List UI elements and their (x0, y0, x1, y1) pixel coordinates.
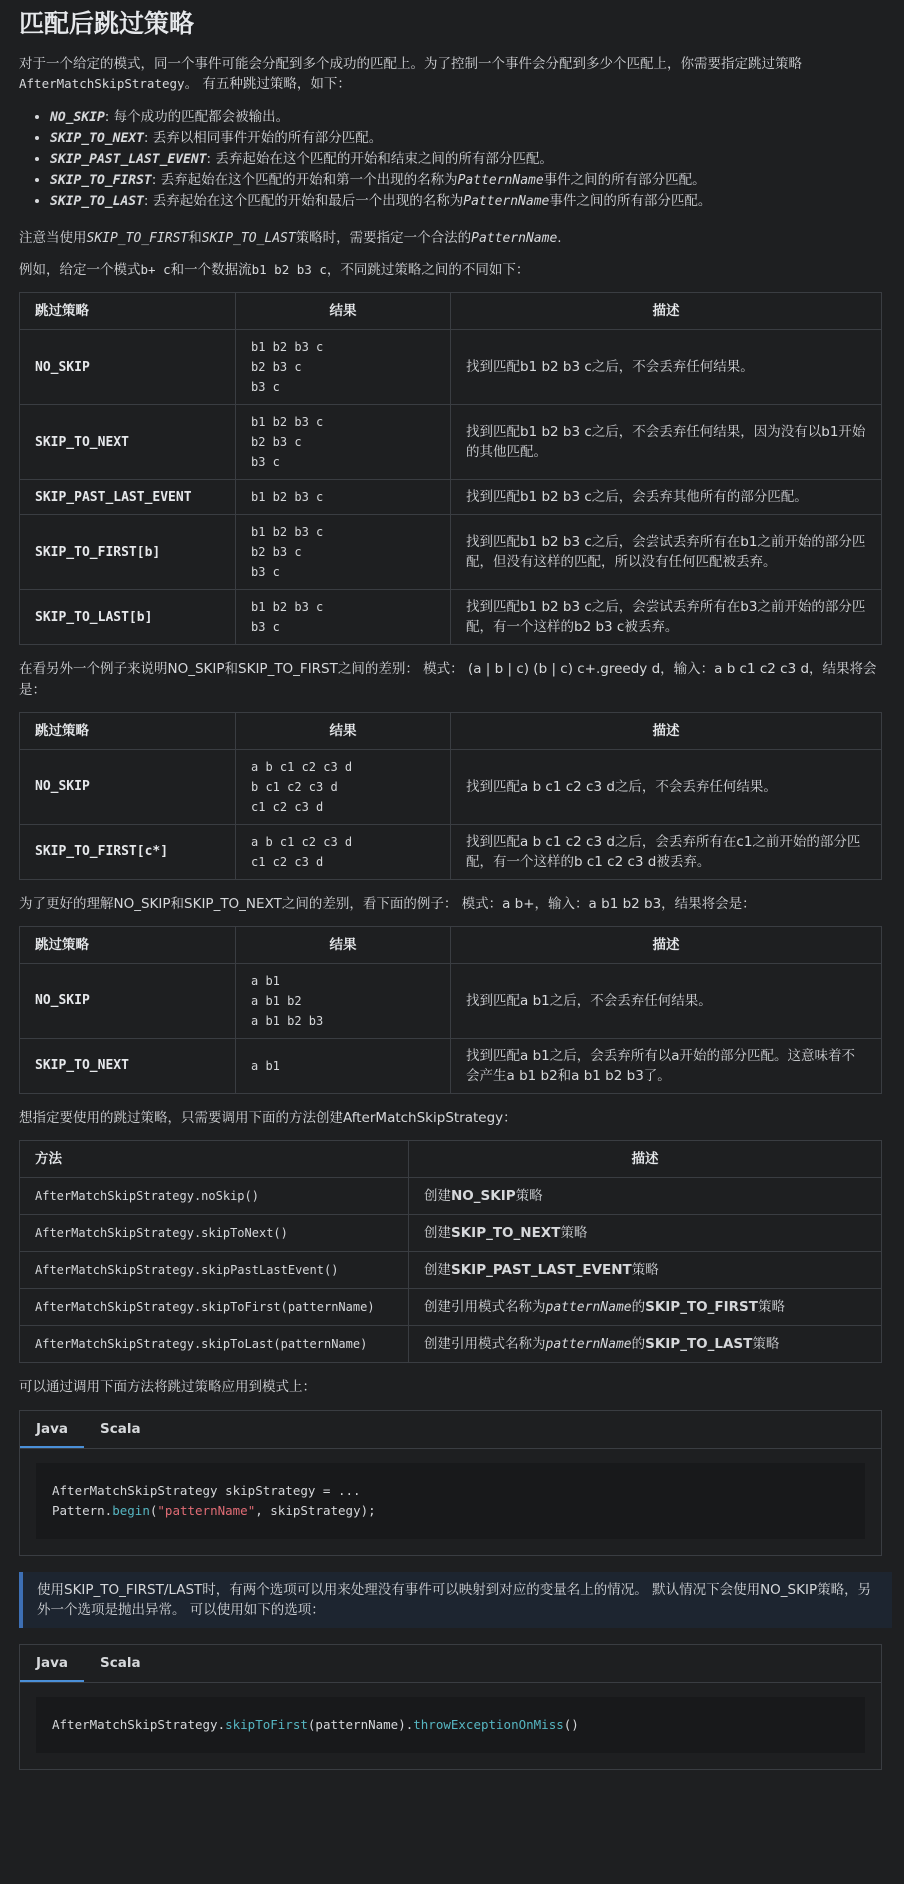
strategy-name: NO_SKIP (50, 109, 105, 125)
tab-bar (20, 1411, 881, 1449)
text: 策略 (757, 1299, 785, 1315)
intro-paragraph (19, 54, 885, 95)
list-item (50, 107, 885, 128)
sep: : (151, 171, 161, 188)
cell-desc (409, 1252, 882, 1289)
tab-java[interactable]: Java (20, 1645, 84, 1682)
cell-result: a b1 a b1 b2 a b1 b2 b3 (236, 964, 451, 1039)
cell-method: AfterMatchSkipStrategy.skipToLast(patternName) (20, 1326, 409, 1363)
example-paragraph (19, 260, 885, 280)
text: 策略 (560, 1225, 588, 1242)
code-tabs-1 (19, 1410, 882, 1556)
skip-strategy-table-1 (19, 292, 882, 645)
table-row (20, 1215, 882, 1252)
text: 创建引用模式名称为 (424, 1336, 546, 1352)
skip-strategy-table-2 (19, 712, 882, 880)
text: 的 (631, 1336, 646, 1352)
code-token: AfterMatchSkipStrategy. (52, 1716, 226, 1732)
code-token: ( (149, 1502, 158, 1518)
table-header-row (20, 1141, 882, 1178)
cell-desc: 找到匹配b1 b2 b3 c之后，会丢弃其他所有的部分匹配。 (451, 480, 882, 515)
cell-desc: 找到匹配b1 b2 b3 c之后，不会丢弃任何结果。 (451, 330, 882, 405)
text: 策略 (631, 1262, 659, 1279)
code-token: () (563, 1716, 579, 1732)
cell-method: AfterMatchSkipStrategy.noSkip() (20, 1178, 409, 1215)
cell-result: a b c1 c2 c3 d b c1 c2 c3 d c1 c2 c3 d (236, 749, 451, 824)
strategy-ref: SKIP_TO_LAST (645, 1336, 753, 1352)
text: 创建 (424, 1188, 451, 1205)
table-row (20, 480, 882, 515)
cell-result: a b c1 c2 c3 d c1 c2 c3 d (236, 824, 451, 879)
cell-desc: 找到匹配a b c1 c2 c3 d之后，不会丢弃任何结果。 (451, 749, 882, 824)
cell-method: AfterMatchSkipStrategy.skipToNext() (20, 1215, 409, 1252)
example-3-paragraph: 为了更好的理解NO_SKIP和SKIP_TO_NEXT之间的差别，看下面的例子： 模式：a b+，输入：a b1 b2 b3，结果将会是： (19, 895, 756, 912)
text: 策略 (752, 1336, 780, 1352)
table-row (20, 1289, 882, 1326)
apply-intro: 可以通过调用下面方法将跳过策略应用到模式上： (19, 1379, 316, 1396)
cell-result: b1 b2 b3 c b2 b3 c b3 c (236, 515, 451, 590)
list-item (50, 191, 885, 212)
strategy-desc: 每个成功的匹配都会被输出。 (113, 108, 290, 125)
tab-java[interactable]: Java (20, 1411, 84, 1448)
pattern-name: patternName (545, 1337, 632, 1352)
text: 创建引用模式名称为 (424, 1299, 546, 1315)
cell-desc: 找到匹配a b c1 c2 c3 d之后，会丢弃所有在c1之前开始的部分匹配，有一个这样的b c1 c2 c3 d被丢弃。 (451, 824, 882, 879)
code-function: skipToFirst (225, 1716, 308, 1732)
methods-table (19, 1140, 882, 1363)
strategy-ref: SKIP_TO_FIRST (86, 230, 189, 246)
cell-desc: 找到匹配b1 b2 b3 c之后，会尝试丢弃所有在b1之前开始的部分匹配，但没有这样的匹配，所以没有任何匹配被丢弃。 (451, 515, 882, 590)
sep: : (206, 150, 216, 167)
code: b1 b2 b3 c (251, 262, 327, 277)
header-strategy: 跳过策略 (20, 293, 236, 330)
table-row (20, 1178, 882, 1215)
cell-strategy: NO_SKIP (20, 330, 236, 405)
cell-desc: 找到匹配b1 b2 b3 c之后，会尝试丢弃所有在b3之前开始的部分匹配，有一个这样的b2 b3 c被丢弃。 (451, 590, 882, 645)
code-line: AfterMatchSkipStrategy skipStrategy = ... (52, 1482, 361, 1498)
table-header-row (20, 927, 882, 964)
list-item (50, 128, 885, 149)
strategy-name: SKIP_TO_FIRST (50, 172, 152, 188)
table-header-row (20, 293, 882, 330)
sep: : (104, 108, 114, 125)
tab-scala[interactable]: Scala (100, 1654, 141, 1671)
text: 例如，给定一个模式 (19, 262, 141, 278)
strategy-desc: 丢弃起始在这个匹配的开始和第一个出现的名称为 (160, 171, 458, 188)
table-header-row (20, 712, 882, 749)
text: . (557, 229, 562, 246)
strategy-desc: 丢弃起始在这个匹配的开始和结束之间的所有部分匹配。 (215, 150, 553, 167)
page-title: 匹配后跳过策略 (19, 9, 195, 38)
tab-scala[interactable]: Scala (100, 1420, 141, 1437)
cell-strategy: SKIP_TO_FIRST[c*] (20, 824, 236, 879)
note-paragraph (19, 228, 885, 249)
text: 创建 (424, 1262, 451, 1279)
code-string: "patternName" (157, 1502, 256, 1518)
strategy-ref: SKIP_TO_NEXT (451, 1225, 561, 1242)
cell-strategy: SKIP_TO_NEXT (20, 405, 236, 480)
intro-text: 对于一个给定的模式，同一个事件可能会分配到多个成功的匹配上。为了控制一个事件会分配到多少个匹配上，你需要指定跳过策略 (19, 56, 802, 72)
cell-desc (409, 1178, 882, 1215)
code-function: begin (112, 1502, 150, 1518)
table-row (20, 405, 882, 480)
cell-result: b1 b2 b3 c b2 b3 c b3 c (236, 405, 451, 480)
table-row (20, 1326, 882, 1363)
strategy-desc: 丢弃起始在这个匹配的开始和最后一个出现的名称为 (152, 192, 464, 209)
strategy-name: SKIP_TO_NEXT (50, 130, 144, 146)
text: 注意当使用 (19, 229, 87, 246)
text: 创建 (424, 1225, 451, 1242)
cell-result: b1 b2 b3 c (236, 480, 451, 515)
table-row (20, 749, 882, 824)
skip-strategy-table-3 (19, 926, 882, 1094)
text: 和 (188, 229, 202, 246)
cell-desc (409, 1289, 882, 1326)
pattern-name: PatternName (471, 230, 558, 246)
strategy-ref: SKIP_PAST_LAST_EVENT (451, 1262, 632, 1279)
header-strategy: 跳过策略 (20, 712, 236, 749)
sep: : (143, 129, 153, 146)
callout-note: 使用SKIP_TO_FIRST/LAST时，有两个选项可以用来处理没有事件可以映射到对应的变量名上的情况。 默认情况下会使用NO_SKIP策略，另外一个选项是抛出异常。 可以使用如下的选项： (19, 1572, 892, 1628)
header-result: 结果 (236, 927, 451, 964)
strategy-list (19, 107, 885, 212)
code-function: throwExceptionOnMiss (413, 1716, 564, 1732)
sep: : (143, 192, 153, 209)
code-tabs-2 (19, 1644, 882, 1770)
cell-strategy: SKIP_TO_NEXT (20, 1039, 236, 1094)
cell-desc: 找到匹配a b1之后，不会丢弃任何结果。 (451, 964, 882, 1039)
header-desc: 描述 (451, 927, 882, 964)
cell-method: AfterMatchSkipStrategy.skipPastLastEvent() (20, 1252, 409, 1289)
pattern-name: PatternName (457, 172, 544, 188)
header-desc: 描述 (409, 1141, 882, 1178)
strategy-desc-2: 事件之间的所有部分匹配。 (543, 171, 706, 188)
intro-code: AfterMatchSkipStrategy (19, 76, 185, 92)
header-method: 方法 (20, 1141, 409, 1178)
table-row (20, 1039, 882, 1094)
header-strategy: 跳过策略 (20, 927, 236, 964)
list-item (50, 149, 885, 170)
cell-desc (409, 1215, 882, 1252)
text: 策略 (515, 1188, 543, 1205)
cell-desc: 找到匹配b1 b2 b3 c之后，不会丢弃任何结果，因为没有以b1开始的其他匹配。 (451, 405, 882, 480)
cell-strategy: SKIP_TO_FIRST[b] (20, 515, 236, 590)
cell-strategy: SKIP_PAST_LAST_EVENT (20, 480, 236, 515)
strategy-ref: SKIP_TO_FIRST (645, 1299, 758, 1315)
pattern-name: patternName (545, 1300, 632, 1315)
header-desc: 描述 (451, 712, 882, 749)
table-row (20, 1252, 882, 1289)
table-row (20, 964, 882, 1039)
cell-method: AfterMatchSkipStrategy.skipToFirst(patternName) (20, 1289, 409, 1326)
cell-result: b1 b2 b3 c b3 c (236, 590, 451, 645)
cell-result: a b1 (236, 1039, 451, 1094)
code-token: (patternName). (307, 1716, 414, 1732)
text: ，不同跳过策略之间的不同如下： (326, 262, 530, 278)
strategy-ref: NO_SKIP (451, 1188, 516, 1205)
cell-strategy: SKIP_TO_LAST[b] (20, 590, 236, 645)
cell-strategy: NO_SKIP (20, 964, 236, 1039)
list-item (50, 170, 885, 191)
cell-strategy: NO_SKIP (20, 749, 236, 824)
strategy-name: SKIP_PAST_LAST_EVENT (50, 151, 207, 167)
code-token: Pattern. (52, 1502, 113, 1518)
table-row (20, 590, 882, 645)
example-2-paragraph: 在看另外一个例子来说明NO_SKIP和SKIP_TO_FIRST之间的差别： 模式： (a | b | c) (b | c) c+.greedy d，输入：a b c1 c2 c3 d，结果将会是： (19, 661, 877, 698)
intro-text-2: 。 有五种跳过策略，如下： (184, 76, 351, 93)
methods-intro: 想指定要使用的跳过策略，只需要调用下面的方法创建AfterMatchSkipStrategy： (19, 1110, 517, 1126)
cell-result: b1 b2 b3 c b2 b3 c b3 c (236, 330, 451, 405)
cell-desc: 找到匹配a b1之后，会丢弃所有以a开始的部分匹配。这意味着不会产生a b1 b2和a b1 b2 b3了。 (451, 1039, 882, 1094)
strategy-ref: SKIP_TO_LAST (201, 230, 296, 246)
text: 和一个数据流 (170, 262, 252, 278)
code-block (36, 1697, 865, 1753)
table-row (20, 824, 882, 879)
header-result: 结果 (236, 293, 451, 330)
header-desc: 描述 (451, 293, 882, 330)
text: 的 (631, 1299, 646, 1315)
header-result: 结果 (236, 712, 451, 749)
strategy-desc: 丢弃以相同事件开始的所有部分匹配。 (152, 129, 383, 146)
code-block (36, 1463, 865, 1539)
cell-desc (409, 1326, 882, 1363)
strategy-desc-2: 事件之间的所有部分匹配。 (549, 192, 712, 209)
code-token: , skipStrategy); (255, 1502, 376, 1518)
tab-bar (20, 1645, 881, 1683)
text: 策略时，需要指定一个合法的 (295, 229, 472, 246)
strategy-name: SKIP_TO_LAST (50, 193, 144, 209)
code: b+ c (140, 262, 171, 277)
table-row (20, 515, 882, 590)
pattern-name: PatternName (463, 193, 550, 209)
table-row (20, 330, 882, 405)
